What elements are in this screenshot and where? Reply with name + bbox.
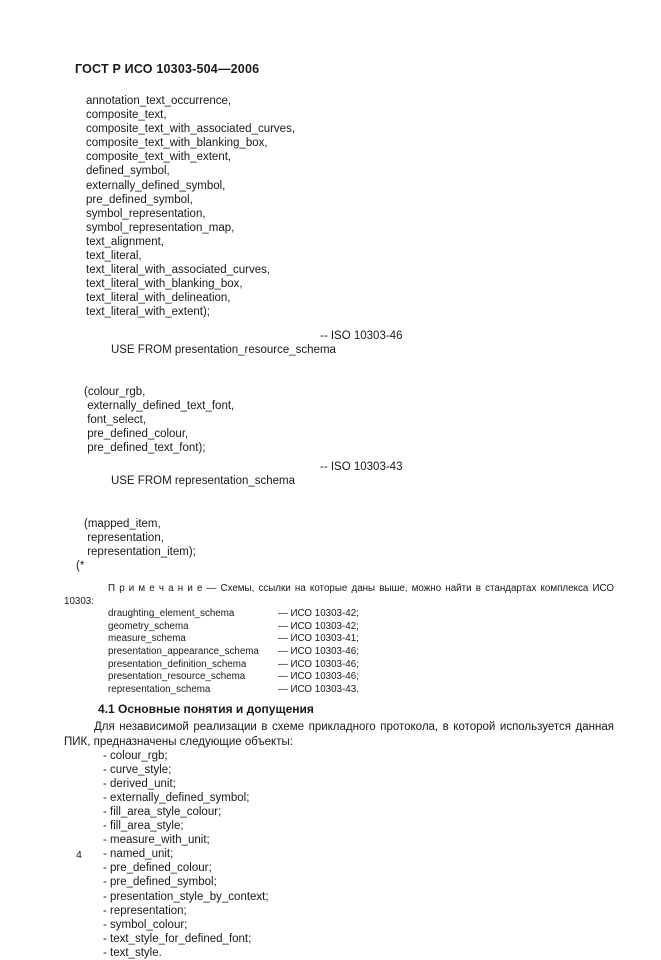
object-item-line: - pre_defined_symbol;	[103, 876, 217, 889]
schema-row	[64, 608, 614, 621]
use-from-statement-line	[64, 329, 614, 385]
schema-row-ref: — ИСО 10303-46;	[278, 658, 359, 670]
express-entity-line: composite_text_with_associated_curves,	[86, 123, 296, 136]
express-entity-line: text_literal_with_extent);	[86, 306, 211, 319]
schema-row-ref: — ИСО 10303-43.	[278, 683, 359, 695]
object-item-line: - representation;	[103, 904, 187, 917]
object-item-line: - externally_defined_symbol;	[103, 791, 250, 804]
schema-row-name: presentation_definition_schema	[108, 658, 247, 670]
express-entity-line: text_literal_with_associated_curves,	[86, 264, 271, 277]
object-item-line: - fill_area_style;	[103, 820, 184, 833]
use-from-item-line: externally_defined_text_font,	[84, 399, 235, 412]
schema-row-name: representation_schema	[108, 683, 211, 695]
express-entity-line: composite_text_with_extent,	[86, 151, 232, 164]
schema-row	[64, 684, 614, 697]
express-entity-line: externally_defined_symbol,	[86, 179, 226, 192]
schema-row-ref: — ИСО 10303-41;	[278, 633, 359, 645]
note-schema-list	[64, 608, 614, 696]
schema-row	[64, 671, 614, 684]
object-item-line: - colour_rgb;	[103, 749, 168, 762]
schema-row-ref: — ИСО 10303-46;	[278, 671, 359, 683]
use-from-statement: USE FROM presentation_resource_schema	[110, 343, 336, 356]
use-from-block-representation	[64, 460, 614, 559]
object-item-line: - named_unit;	[103, 848, 174, 861]
express-select-list	[64, 94, 614, 320]
note-text: П р и м е ч а н и е — Схемы, ссылки на которые даны выше, можно найти в стандартах комплекса ИСО 10303:	[64, 583, 614, 607]
schema-row-name: presentation_appearance_schema	[108, 646, 259, 658]
schema-row	[64, 659, 614, 672]
object-item-line: - fill_area_style_colour;	[103, 806, 222, 818]
object-item-line: - text_style_for_defined_font;	[103, 932, 252, 945]
object-item-line: - text_style.	[103, 946, 162, 959]
section-intro-paragraph: Для независимой реализации в схеме прикладного протокола, в которой используется данная ПИК, предназначены следующие объекты:	[64, 721, 614, 748]
object-item-line: - curve_style;	[103, 763, 172, 776]
schema-row-name: measure_schema	[108, 633, 186, 645]
section-heading: 4.1 Основные понятия и допущения	[98, 702, 314, 717]
express-entity-line: composite_text,	[86, 109, 167, 122]
use-from-item-line: (colour_rgb,	[84, 385, 146, 398]
use-from-item-line: pre_defined_colour,	[84, 428, 189, 441]
express-entity-line: annotation_text_occurrence,	[86, 95, 232, 107]
use-from-item-line: pre_defined_text_font);	[84, 442, 206, 455]
schema-row	[64, 621, 614, 634]
express-entity-line: text_literal,	[86, 250, 142, 263]
schema-row-ref: — ИСО 10303-42;	[278, 608, 359, 620]
use-from-item-list	[64, 385, 614, 455]
iso-reference: -- ISO 10303-43	[320, 461, 403, 474]
page-number: 4	[76, 849, 82, 861]
object-item-line: - symbol_colour;	[103, 918, 188, 931]
express-entity-line: symbol_representation,	[86, 207, 206, 220]
iso-reference: -- ISO 10303-46	[320, 329, 403, 342]
express-code-block	[64, 94, 614, 573]
object-item-line: - measure_with_unit;	[103, 834, 210, 847]
express-comment-open: (*	[76, 560, 85, 572]
express-entity-line: composite_text_with_blanking_box,	[86, 137, 268, 150]
object-item-line: - presentation_style_by_context;	[103, 890, 269, 903]
schema-row-ref: — ИСО 10303-46;	[278, 646, 359, 658]
use-from-item-line: (mapped_item,	[84, 517, 161, 530]
express-entity-line: text_literal_with_blanking_box,	[86, 278, 243, 291]
use-from-statement: USE FROM representation_schema	[110, 475, 296, 488]
express-entity-line: text_alignment,	[86, 235, 164, 248]
use-from-statement-line	[64, 460, 614, 516]
express-entity-line: pre_defined_symbol,	[86, 193, 193, 206]
object-item-line: - derived_unit;	[103, 777, 176, 790]
use-from-item-list	[64, 517, 614, 559]
schema-row	[64, 633, 614, 646]
express-entity-line: symbol_representation_map,	[86, 221, 235, 234]
object-item-line: - pre_defined_colour;	[103, 862, 212, 875]
schema-row-ref: — ИСО 10303-42;	[278, 620, 359, 632]
schema-row-name: draughting_element_schema	[108, 608, 235, 620]
page-content	[64, 62, 614, 960]
schema-row-name: presentation_resource_schema	[108, 671, 246, 683]
use-from-item-line: representation,	[84, 531, 164, 544]
document-header: ГОСТ Р ИСО 10303-504—2006	[75, 62, 260, 76]
use-from-block-presentation-resource	[64, 329, 614, 456]
note-block	[64, 583, 614, 696]
objects-list	[64, 749, 614, 960]
express-entity-line: defined_symbol,	[86, 165, 170, 178]
express-entity-line: text_literal_with_delineation,	[86, 292, 231, 305]
use-from-item-line: font_select,	[84, 414, 147, 427]
schema-row-name: geometry_schema	[108, 620, 189, 632]
schema-row	[64, 646, 614, 659]
use-from-item-line: representation_item);	[84, 545, 196, 558]
